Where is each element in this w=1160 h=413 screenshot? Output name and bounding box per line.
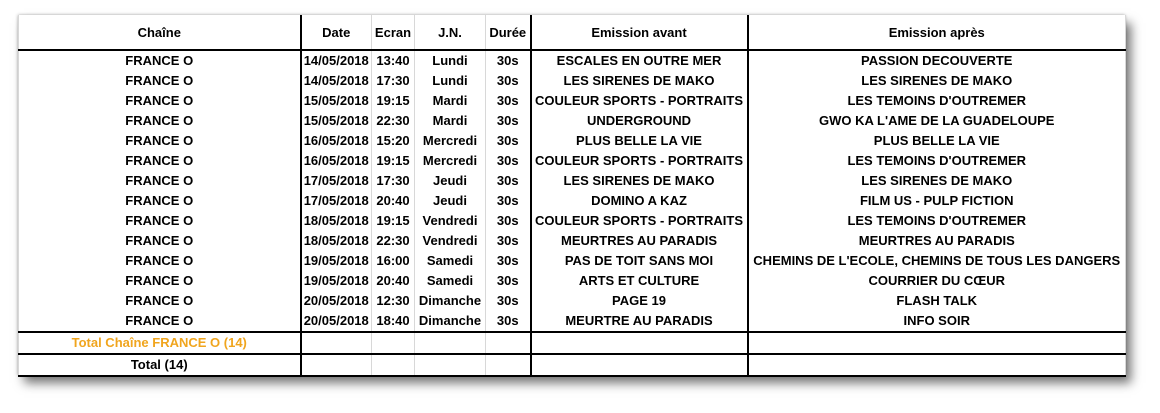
cell-emission-apres: LES TEMOINS D'OUTREMER: [748, 151, 1126, 171]
cell-duree: 30s: [486, 111, 531, 131]
cell-emission-avant: MEURTRES AU PARADIS: [531, 231, 748, 251]
table-row: [19, 71, 1126, 91]
cell-date: 14/05/2018: [301, 71, 372, 91]
cell-chaine: FRANCE O: [19, 311, 301, 332]
header-jn: J.N.: [415, 15, 486, 50]
cell-chaine: FRANCE O: [19, 151, 301, 171]
cell-duree: 30s: [486, 191, 531, 211]
total-chaine-label: Total Chaîne FRANCE O (14): [19, 332, 301, 354]
table-row: [19, 171, 1126, 191]
table-row: [19, 231, 1126, 251]
cell-emission-apres: GWO KA L'AME DE LA GUADELOUPE: [748, 111, 1126, 131]
total-chaine-cell: [531, 332, 748, 354]
cell-date: 16/05/2018: [301, 131, 372, 151]
table-row: [19, 211, 1126, 231]
table-row: [19, 311, 1126, 332]
cell-emission-avant: COULEUR SPORTS - PORTRAITS: [531, 211, 748, 231]
cell-ecran: 12:30: [372, 291, 415, 311]
cell-emission-avant: PLUS BELLE LA VIE: [531, 131, 748, 151]
cell-duree: 30s: [486, 171, 531, 191]
cell-chaine: FRANCE O: [19, 171, 301, 191]
cell-chaine: FRANCE O: [19, 50, 301, 71]
cell-emission-apres: PLUS BELLE LA VIE: [748, 131, 1126, 151]
grand-total-cell: [415, 354, 486, 376]
cell-jn: Dimanche: [415, 311, 486, 332]
cell-duree: 30s: [486, 151, 531, 171]
cell-emission-avant: PAGE 19: [531, 291, 748, 311]
cell-emission-apres: LES TEMOINS D'OUTREMER: [748, 91, 1126, 111]
cell-date: 16/05/2018: [301, 151, 372, 171]
grand-total-cell: [531, 354, 748, 376]
cell-emission-apres: CHEMINS DE L'ECOLE, CHEMINS DE TOUS LES DANGERS: [748, 251, 1126, 271]
cell-ecran: 18:40: [372, 311, 415, 332]
cell-duree: 30s: [486, 50, 531, 71]
cell-jn: Jeudi: [415, 171, 486, 191]
cell-jn: Lundi: [415, 50, 486, 71]
table-row: [19, 151, 1126, 171]
cell-emission-apres: LES SIRENES DE MAKO: [748, 71, 1126, 91]
cell-chaine: FRANCE O: [19, 191, 301, 211]
cell-emission-apres: FILM US - PULP FICTION: [748, 191, 1126, 211]
cell-ecran: 15:20: [372, 131, 415, 151]
cell-emission-avant: UNDERGROUND: [531, 111, 748, 131]
cell-chaine: FRANCE O: [19, 71, 301, 91]
table-body: [19, 50, 1126, 332]
header-row: [19, 15, 1126, 50]
cell-jn: Mercredi: [415, 131, 486, 151]
cell-chaine: FRANCE O: [19, 111, 301, 131]
header-chaine: Chaîne: [19, 15, 301, 50]
cell-date: 15/05/2018: [301, 91, 372, 111]
cell-chaine: FRANCE O: [19, 91, 301, 111]
header-emission-apres: Emission après: [748, 15, 1126, 50]
cell-chaine: FRANCE O: [19, 271, 301, 291]
cell-date: 19/05/2018: [301, 251, 372, 271]
cell-ecran: 22:30: [372, 231, 415, 251]
cell-jn: Samedi: [415, 251, 486, 271]
cell-ecran: 19:15: [372, 91, 415, 111]
cell-date: 17/05/2018: [301, 191, 372, 211]
grand-total-cell: [301, 354, 372, 376]
cell-duree: 30s: [486, 211, 531, 231]
cell-jn: Vendredi: [415, 231, 486, 251]
grand-total-row: [19, 354, 1126, 376]
cell-emission-avant: COULEUR SPORTS - PORTRAITS: [531, 151, 748, 171]
cell-emission-apres: COURRIER DU CŒUR: [748, 271, 1126, 291]
grand-total-cell: [748, 354, 1126, 376]
cell-date: 14/05/2018: [301, 50, 372, 71]
cell-ecran: 19:15: [372, 151, 415, 171]
cell-date: 17/05/2018: [301, 171, 372, 191]
cell-ecran: 22:30: [372, 111, 415, 131]
spreadsheet-frame: [18, 15, 1125, 375]
table-row: [19, 131, 1126, 151]
cell-chaine: FRANCE O: [19, 291, 301, 311]
cell-duree: 30s: [486, 131, 531, 151]
cell-emission-apres: INFO SOIR: [748, 311, 1126, 332]
table-row: [19, 91, 1126, 111]
table-row: [19, 251, 1126, 271]
cell-ecran: 13:40: [372, 50, 415, 71]
grand-total-label: Total (14): [19, 354, 301, 376]
table-row: [19, 111, 1126, 131]
total-chaine-cell: [301, 332, 372, 354]
cell-ecran: 19:15: [372, 211, 415, 231]
grand-total-cell: [372, 354, 415, 376]
total-chaine-row: [19, 332, 1126, 354]
total-chaine-cell: [372, 332, 415, 354]
cell-date: 19/05/2018: [301, 271, 372, 291]
schedule-table: [18, 15, 1126, 377]
cell-emission-avant: MEURTRE AU PARADIS: [531, 311, 748, 332]
cell-emission-avant: LES SIRENES DE MAKO: [531, 171, 748, 191]
cell-chaine: FRANCE O: [19, 131, 301, 151]
cell-emission-apres: LES TEMOINS D'OUTREMER: [748, 211, 1126, 231]
cell-ecran: 17:30: [372, 171, 415, 191]
cell-jn: Dimanche: [415, 291, 486, 311]
cell-chaine: FRANCE O: [19, 251, 301, 271]
cell-date: 15/05/2018: [301, 111, 372, 131]
table-row: [19, 291, 1126, 311]
cell-emission-avant: ESCALES EN OUTRE MER: [531, 50, 748, 71]
cell-duree: 30s: [486, 291, 531, 311]
cell-date: 20/05/2018: [301, 311, 372, 332]
cell-jn: Mercredi: [415, 151, 486, 171]
cell-jn: Vendredi: [415, 211, 486, 231]
cell-ecran: 20:40: [372, 271, 415, 291]
header-duree: Durée: [486, 15, 531, 50]
cell-chaine: FRANCE O: [19, 231, 301, 251]
cell-emission-apres: MEURTRES AU PARADIS: [748, 231, 1126, 251]
cell-date: 18/05/2018: [301, 231, 372, 251]
table-row: [19, 271, 1126, 291]
cell-duree: 30s: [486, 311, 531, 332]
cell-jn: Mardi: [415, 111, 486, 131]
cell-emission-avant: ARTS ET CULTURE: [531, 271, 748, 291]
cell-duree: 30s: [486, 231, 531, 251]
table-row: [19, 191, 1126, 211]
cell-emission-apres: PASSION DECOUVERTE: [748, 50, 1126, 71]
header-ecran: Ecran: [372, 15, 415, 50]
cell-jn: Mardi: [415, 91, 486, 111]
cell-duree: 30s: [486, 71, 531, 91]
table-row: [19, 50, 1126, 71]
cell-jn: Jeudi: [415, 191, 486, 211]
cell-duree: 30s: [486, 91, 531, 111]
cell-emission-avant: LES SIRENES DE MAKO: [531, 71, 748, 91]
cell-chaine: FRANCE O: [19, 211, 301, 231]
total-chaine-cell: [415, 332, 486, 354]
cell-date: 20/05/2018: [301, 291, 372, 311]
cell-jn: Samedi: [415, 271, 486, 291]
header-date: Date: [301, 15, 372, 50]
cell-emission-apres: FLASH TALK: [748, 291, 1126, 311]
cell-emission-apres: LES SIRENES DE MAKO: [748, 171, 1126, 191]
total-chaine-cell: [748, 332, 1126, 354]
grand-total-cell: [486, 354, 531, 376]
cell-emission-avant: COULEUR SPORTS - PORTRAITS: [531, 91, 748, 111]
cell-emission-avant: DOMINO A KAZ: [531, 191, 748, 211]
total-chaine-cell: [486, 332, 531, 354]
cell-date: 18/05/2018: [301, 211, 372, 231]
cell-duree: 30s: [486, 271, 531, 291]
cell-ecran: 20:40: [372, 191, 415, 211]
cell-jn: Lundi: [415, 71, 486, 91]
cell-emission-avant: PAS DE TOIT SANS MOI: [531, 251, 748, 271]
header-emission-avant: Emission avant: [531, 15, 748, 50]
cell-ecran: 16:00: [372, 251, 415, 271]
cell-duree: 30s: [486, 251, 531, 271]
cell-ecran: 17:30: [372, 71, 415, 91]
